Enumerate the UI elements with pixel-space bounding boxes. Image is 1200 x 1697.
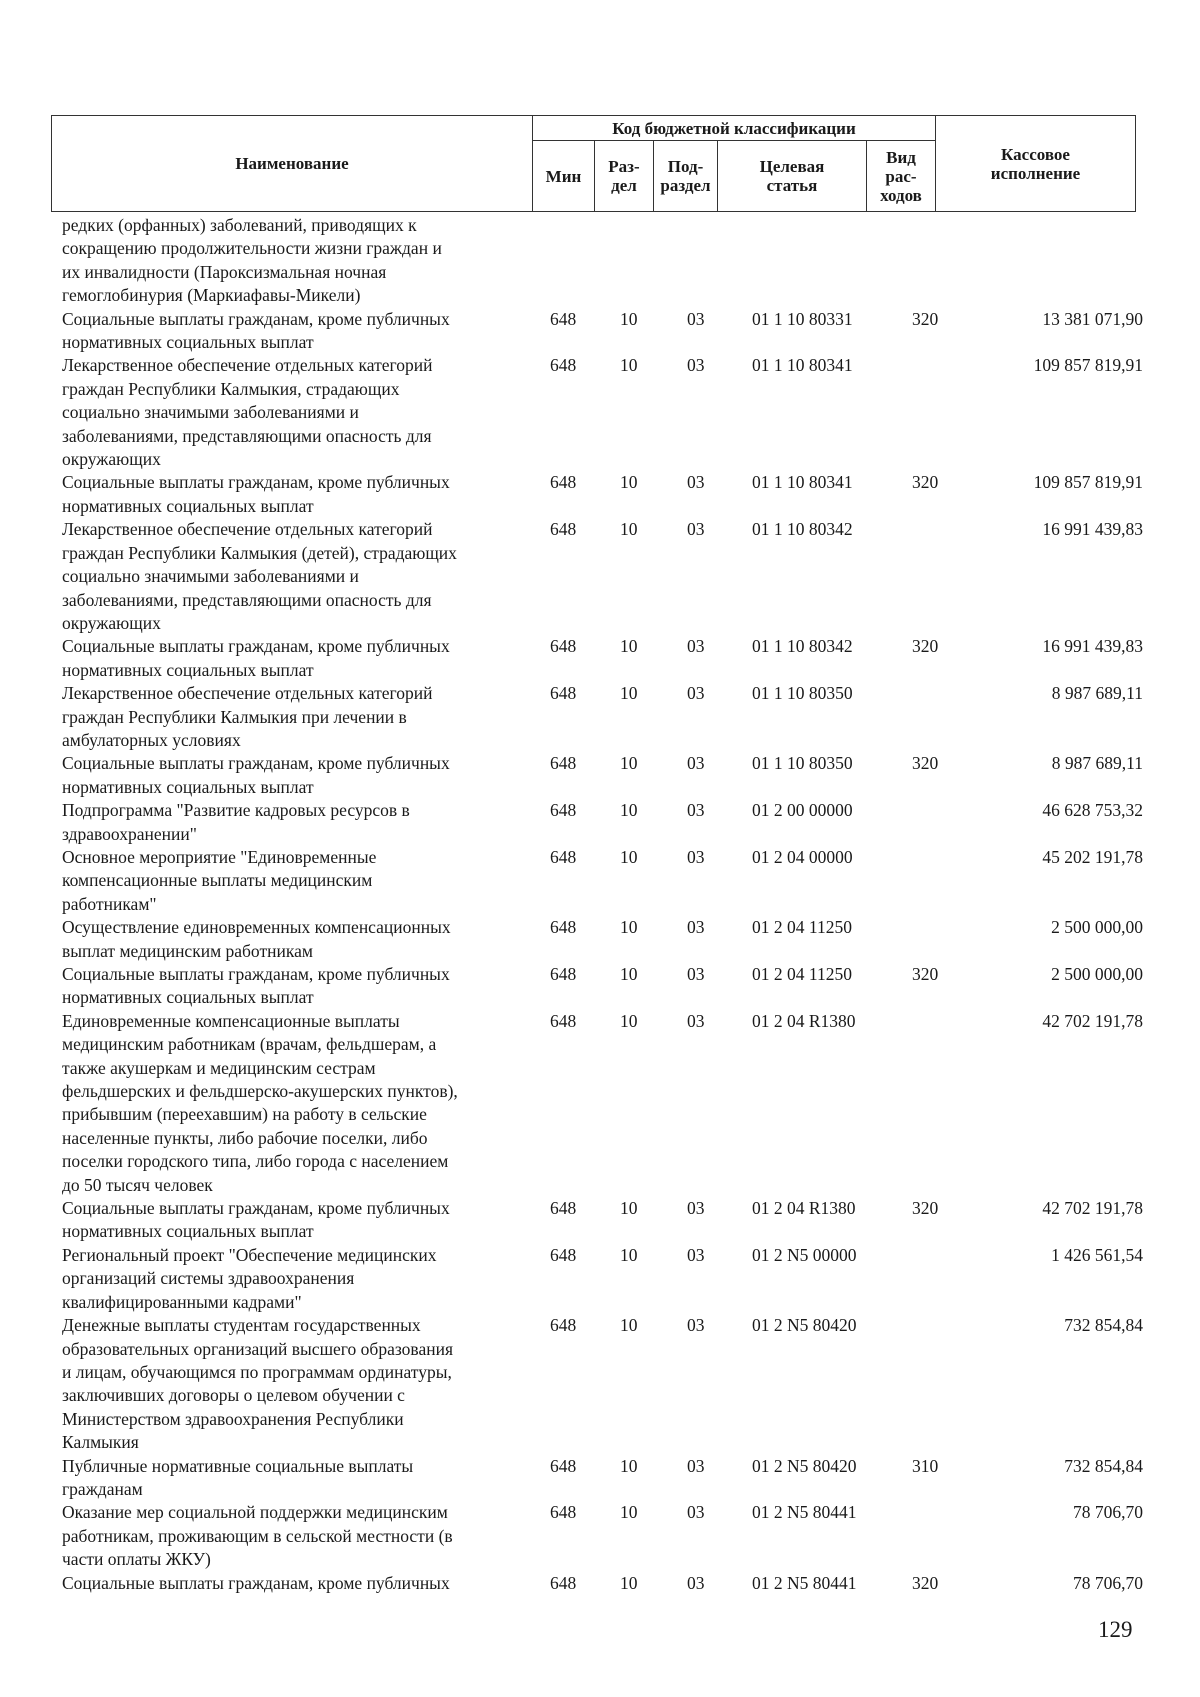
cell-min: 648 (550, 1572, 577, 1593)
column-header-podrazdel (654, 141, 718, 212)
table-row (0, 635, 1200, 682)
cell-tsel: 01 2 04 11250 (752, 964, 852, 984)
cell-kass: 78 706,70 (1073, 1572, 1143, 1593)
table-row (0, 1314, 1200, 1454)
cell-tsel: 01 1 10 80331 (752, 308, 853, 329)
cell-razdel: 10 (620, 800, 638, 821)
cell-tsel: 01 2 04 R1380 (752, 1198, 856, 1219)
cell-min: 648 (550, 1502, 577, 1523)
cell-tsel: 01 2 N5 80441 (752, 1572, 857, 1593)
cell-vid: 320 (912, 1198, 939, 1219)
cell-kass: 8 987 689,11 (1051, 683, 1143, 704)
table-row (0, 1197, 1200, 1244)
cell-razdel: 10 (620, 753, 638, 774)
cell-razdel: 10 (620, 964, 638, 984)
cell-razdel: 10 (620, 1572, 638, 1593)
table-header (51, 115, 1136, 212)
cell-tsel: 01 2 04 R1380 (752, 1010, 856, 1031)
cell-kass: 109 857 819,91 (1033, 472, 1143, 493)
cell-name: Денежные выплаты студентам государственных образовательных организаций высшего образования и лицам, обучающимся по программам ординатуры, заключивших договоры о целевом обучении с Министерством здравоохранения Республики Калмыкия (62, 1315, 453, 1453)
cell-name: Социальные выплаты гражданам, кроме публичных нормативных социальных выплат (62, 308, 450, 353)
cell-tsel: 01 1 10 80342 (752, 519, 853, 540)
cell-min: 648 (550, 800, 577, 821)
table-row (0, 1572, 1200, 1595)
table-row (0, 846, 1200, 916)
cell-razdel: 10 (620, 1315, 638, 1336)
cell-podrazdel: 03 (687, 1455, 705, 1476)
cell-name: редких (орфанных) заболеваний, приводящих к сокращению продолжительности жизни граждан и их инвалидности (Пароксизмальная ночная гемоглобинурия (Маркиафавы-Микели) (62, 215, 442, 306)
cell-podrazdel: 03 (687, 472, 705, 493)
cell-podrazdel: 03 (687, 1502, 705, 1523)
cell-razdel: 10 (620, 1502, 638, 1523)
cell-razdel: 10 (620, 683, 638, 704)
cell-min: 648 (550, 1455, 577, 1476)
cell-kass: 42 702 191,78 (1042, 1198, 1143, 1219)
cell-vid: 320 (912, 636, 939, 657)
cell-min: 648 (550, 519, 577, 540)
page-number: 129 (1098, 1617, 1133, 1642)
cell-name: Социальные выплаты гражданам, кроме публичных (62, 1572, 450, 1593)
cell-razdel: 10 (620, 1010, 638, 1031)
cell-name: Подпрограмма "Развитие кадровых ресурсов в здравоохранении" (62, 800, 410, 844)
cell-podrazdel: 03 (687, 800, 705, 821)
column-header-razdel-label: Раз- дел (608, 157, 640, 195)
cell-min: 648 (550, 1010, 577, 1031)
cell-name: Региональный проект "Обеспечение медицинских организаций системы здравоохранения квалифицированными кадрами" (62, 1244, 437, 1312)
column-header-name (52, 116, 533, 212)
table-row (0, 1501, 1200, 1571)
column-header-podrazdel-label: Под- раздел (660, 157, 711, 195)
column-header-tsel-label: Целевая статья (759, 157, 825, 195)
table-row (0, 214, 1200, 308)
cell-vid: 320 (912, 308, 939, 329)
cell-min: 648 (550, 753, 577, 774)
cell-tsel: 01 1 10 80341 (752, 472, 853, 493)
cell-podrazdel: 03 (687, 1315, 705, 1336)
cell-min: 648 (550, 846, 577, 867)
cell-kass: 16 991 439,83 (1042, 636, 1143, 657)
cell-min: 648 (550, 1315, 577, 1336)
cell-razdel: 10 (620, 636, 638, 657)
cell-vid: 320 (912, 964, 939, 984)
cell-min: 648 (550, 636, 577, 657)
cell-vid: 320 (912, 753, 939, 774)
table-row (0, 1010, 1200, 1197)
cell-razdel: 10 (620, 519, 638, 540)
cell-tsel: 01 1 10 80350 (752, 753, 853, 774)
cell-tsel: 01 2 04 11250 (752, 917, 852, 938)
cell-min: 648 (550, 1244, 577, 1265)
column-header-razdel (595, 141, 654, 212)
cell-name: Социальные выплаты гражданам, кроме публичных нормативных социальных выплат (62, 636, 450, 680)
cell-tsel: 01 2 N5 00000 (752, 1244, 857, 1265)
cell-razdel: 10 (620, 308, 638, 329)
cell-podrazdel: 03 (687, 1198, 705, 1219)
cell-razdel: 10 (620, 846, 638, 867)
column-header-min (533, 141, 595, 212)
table-row (0, 1455, 1200, 1502)
cell-tsel: 01 2 00 00000 (752, 800, 853, 821)
cell-podrazdel: 03 (687, 753, 705, 774)
cell-name: Лекарственное обеспечение отдельных категорий граждан Республики Калмыкия, страдающих социально значимыми заболеваниями и заболеваниями, представляющими опасность для окружающих (62, 355, 433, 470)
cell-name: Социальные выплаты гражданам, кроме публичных нормативных социальных выплат (62, 964, 450, 1008)
table-row (0, 799, 1200, 846)
cell-tsel: 01 2 N5 80420 (752, 1315, 857, 1336)
cell-name: Оказание мер социальной поддержки медицинским работникам, проживающим в сельской местности (в части оплаты ЖКУ) (62, 1502, 453, 1570)
table-row (0, 518, 1200, 635)
cell-name: Лекарственное обеспечение отдельных категорий граждан Республики Калмыкия при лечении в амбулаторных условиях (62, 683, 433, 750)
column-group-header-label: Код бюджетной классификации (612, 118, 856, 138)
cell-kass: 2 500 000,00 (1051, 917, 1143, 938)
cell-min: 648 (550, 917, 577, 938)
cell-kass: 78 706,70 (1073, 1502, 1143, 1523)
cell-podrazdel: 03 (687, 519, 705, 540)
cell-kass: 42 702 191,78 (1042, 1010, 1143, 1031)
cell-podrazdel: 03 (687, 1244, 705, 1265)
cell-razdel: 10 (620, 1198, 638, 1219)
cell-min: 648 (550, 472, 577, 493)
cell-name: Социальные выплаты гражданам, кроме публичных нормативных социальных выплат (62, 1198, 450, 1242)
cell-vid: 310 (912, 1455, 939, 1476)
cell-vid: 320 (912, 472, 939, 493)
table-row (0, 308, 1200, 355)
cell-min: 648 (550, 355, 577, 376)
table-row (0, 963, 1200, 1010)
cell-kass: 1 426 561,54 (1051, 1244, 1143, 1265)
cell-kass: 109 857 819,91 (1033, 355, 1143, 376)
column-header-vid (867, 141, 936, 212)
cell-kass: 45 202 191,78 (1042, 846, 1143, 867)
cell-podrazdel: 03 (687, 636, 705, 657)
cell-podrazdel: 03 (687, 964, 705, 984)
cell-name: Социальные выплаты гражданам, кроме публичных нормативных социальных выплат (62, 472, 450, 516)
column-header-kass (936, 116, 1136, 212)
cell-kass: 732 854,84 (1064, 1455, 1143, 1476)
cell-podrazdel: 03 (687, 917, 705, 938)
column-header-tsel (718, 141, 867, 212)
cell-min: 648 (550, 1198, 577, 1219)
cell-kass: 16 991 439,83 (1042, 519, 1143, 540)
table-row (0, 752, 1200, 799)
cell-kass: 8 987 689,11 (1051, 753, 1143, 774)
cell-razdel: 10 (620, 1244, 638, 1265)
cell-razdel: 10 (620, 355, 638, 376)
cell-name: Публичные нормативные социальные выплаты гражданам (62, 1455, 414, 1499)
cell-podrazdel: 03 (687, 846, 705, 867)
cell-podrazdel: 03 (687, 683, 705, 704)
cell-min: 648 (550, 683, 577, 704)
cell-min: 648 (550, 308, 577, 329)
cell-tsel: 01 2 04 00000 (752, 846, 853, 867)
cell-podrazdel: 03 (687, 355, 705, 376)
cell-name: Единовременные компенсационные выплаты медицинским работникам (врачам, фельдшерам, а также акушеркам и медицинским сестрам фельдшерских и фельдшерско-акушерских пунктов), прибывшим (переехавшим) на работу в сельские населенные пункты, либо рабочие поселки, либо поселки городского типа, либо города с населением до 50 тысяч человек (62, 1010, 458, 1195)
cell-kass: 2 500 000,00 (1051, 964, 1143, 984)
cell-vid: 320 (912, 1572, 939, 1593)
cell-tsel: 01 2 N5 80420 (752, 1455, 857, 1476)
cell-tsel: 01 2 N5 80441 (752, 1502, 857, 1523)
cell-razdel: 10 (620, 1455, 638, 1476)
cell-kass: 13 381 071,90 (1042, 308, 1143, 329)
column-header-vid-label: Вид рас- ходов (880, 147, 922, 205)
table-row (0, 682, 1200, 752)
cell-razdel: 10 (620, 472, 638, 493)
cell-tsel: 01 1 10 80342 (752, 636, 853, 657)
column-header-name-label: Наименование (235, 154, 349, 173)
cell-kass: 46 628 753,32 (1042, 800, 1143, 821)
table-row (0, 916, 1200, 963)
column-header-kass-label: Кассовое исполнение (990, 144, 1081, 183)
cell-podrazdel: 03 (687, 1010, 705, 1031)
table-row (0, 354, 1200, 471)
cell-min: 648 (550, 964, 577, 984)
column-group-header-budget-code (533, 116, 936, 141)
cell-kass: 732 854,84 (1064, 1315, 1143, 1336)
cell-podrazdel: 03 (687, 308, 705, 329)
table-body (0, 214, 1200, 1595)
column-header-min-label: Мин (545, 166, 582, 186)
table-row (0, 1244, 1200, 1314)
cell-name: Социальные выплаты гражданам, кроме публичных нормативных социальных выплат (62, 753, 450, 797)
table-row (0, 471, 1200, 518)
cell-podrazdel: 03 (687, 1572, 705, 1593)
cell-name: Основное мероприятие "Единовременные компенсационные выплаты медицинским работникам" (62, 846, 377, 914)
cell-name: Лекарственное обеспечение отдельных категорий граждан Республики Калмыкия (детей), страдающих социально значимыми заболеваниями и заболеваниями, представляющими опасность для окружающих (62, 519, 457, 633)
cell-name: Осуществление единовременных компенсационных выплат медицинским работникам (62, 917, 451, 961)
cell-tsel: 01 1 10 80350 (752, 683, 853, 704)
cell-tsel: 01 1 10 80341 (752, 355, 853, 376)
cell-razdel: 10 (620, 917, 638, 938)
